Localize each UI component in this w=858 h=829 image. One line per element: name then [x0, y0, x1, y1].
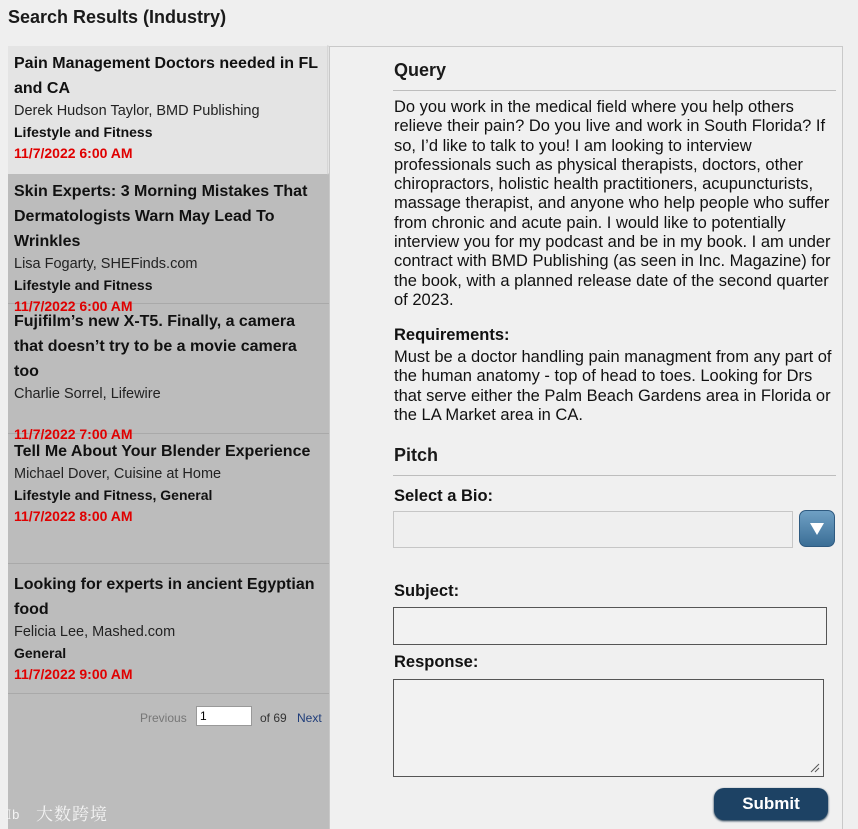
- submit-button[interactable]: Submit: [714, 788, 828, 820]
- result-author: Michael Dover, Cuisine at Home: [14, 466, 222, 482]
- requirements-text: Must be a doctor handling pain managment from any part of the human anatomy - top of head to toes. Looking for Drs that serve either the Palm Beach Gardens area in Florida or the LA Market area in CA.: [394, 348, 832, 424]
- result-author: Charlie Sorrel, Lifewire: [14, 386, 161, 402]
- result-item[interactable]: [8, 304, 329, 442]
- response-label: Response:: [394, 653, 479, 671]
- detail-pane: [329, 46, 843, 829]
- subject-label: Subject:: [394, 582, 460, 600]
- result-date: 11/7/2022 6:00 AM: [14, 298, 133, 314]
- pitch-heading: Pitch: [394, 445, 439, 465]
- result-item-selected[interactable]: [8, 46, 329, 174]
- result-item[interactable]: [8, 174, 329, 314]
- bio-select[interactable]: [393, 511, 793, 548]
- bio-label: Select a Bio:: [394, 487, 494, 505]
- result-date: 11/7/2022 8:00 AM: [14, 508, 133, 524]
- result-title[interactable]: Skin Experts: 3 Morning Mistakes That Dermatologists Warn May Lead To Wrinkles: [14, 183, 308, 250]
- page-total: [260, 711, 287, 725]
- page-title: Search Results (Industry): [8, 7, 227, 27]
- subject-input[interactable]: [393, 607, 827, 645]
- query-text: Do you work in the medical field where you help others relieve their pain? Do you live and work in South Florida? If so, I’d like to talk to you! I am looking to interview professionals such as physical therapists, doctors, other chiropractors, holistic health practitioners, acupuncturists, massage therapist, and anyone who help people who suffer from chronic and acute pain. I would like to potentially interview you for my podcast and be in my book. I am under contract with BMD Publishing (as seen in Inc. Magazine) for the book, with a planned release date of the second quarter of 2023.: [394, 98, 831, 309]
- result-category: Lifestyle and Fitness: [14, 124, 153, 140]
- svg-text:𝕀b: 𝕀b: [6, 807, 21, 822]
- resize-grip-icon[interactable]: [810, 763, 820, 773]
- bio-dropdown-button[interactable]: [799, 510, 835, 547]
- result-date: 11/7/2022 9:00 AM: [14, 666, 133, 682]
- result-author: Felicia Lee, Mashed.com: [14, 624, 176, 640]
- chevron-down-icon: [800, 511, 834, 546]
- result-category: General: [14, 645, 67, 661]
- watermark: [6, 800, 108, 825]
- pagination: [8, 706, 329, 730]
- response-textarea[interactable]: [393, 679, 824, 777]
- of-label: of: [260, 711, 271, 725]
- result-item[interactable]: [8, 564, 329, 694]
- divider: [393, 90, 836, 91]
- result-author: Derek Hudson Taylor, BMD Publishing: [14, 103, 260, 119]
- result-title[interactable]: Pain Management Doctors needed in FL and CA: [14, 55, 318, 97]
- result-title[interactable]: Looking for experts in ancient Egyptian food: [14, 576, 315, 618]
- result-author: Lisa Fogarty, SHEFinds.com: [14, 256, 198, 272]
- result-date: 11/7/2022 7:00 AM: [14, 426, 133, 442]
- result-category: Lifestyle and Fitness, General: [14, 487, 213, 503]
- result-title[interactable]: Tell Me About Your Blender Experience: [14, 443, 311, 460]
- result-category: Lifestyle and Fitness: [14, 277, 153, 293]
- previous-page-link[interactable]: Previous: [140, 711, 187, 725]
- watermark-text: 大数跨境: [36, 805, 108, 824]
- result-title[interactable]: Fujifilm’s new X-T5. Finally, a camera that doesn’t try to be a movie camera too: [14, 313, 297, 380]
- watermark-logo-icon: [6, 805, 36, 823]
- total-pages: 69: [273, 711, 287, 725]
- results-list: [8, 46, 329, 829]
- query-heading: Query: [394, 60, 447, 80]
- page-number-input[interactable]: [196, 706, 252, 726]
- requirements-heading: Requirements:: [394, 326, 510, 344]
- result-category: [14, 404, 323, 424]
- result-date: 11/7/2022 6:00 AM: [14, 145, 133, 161]
- next-page-link[interactable]: Next: [297, 711, 322, 725]
- divider: [393, 475, 836, 476]
- result-item[interactable]: [8, 434, 329, 564]
